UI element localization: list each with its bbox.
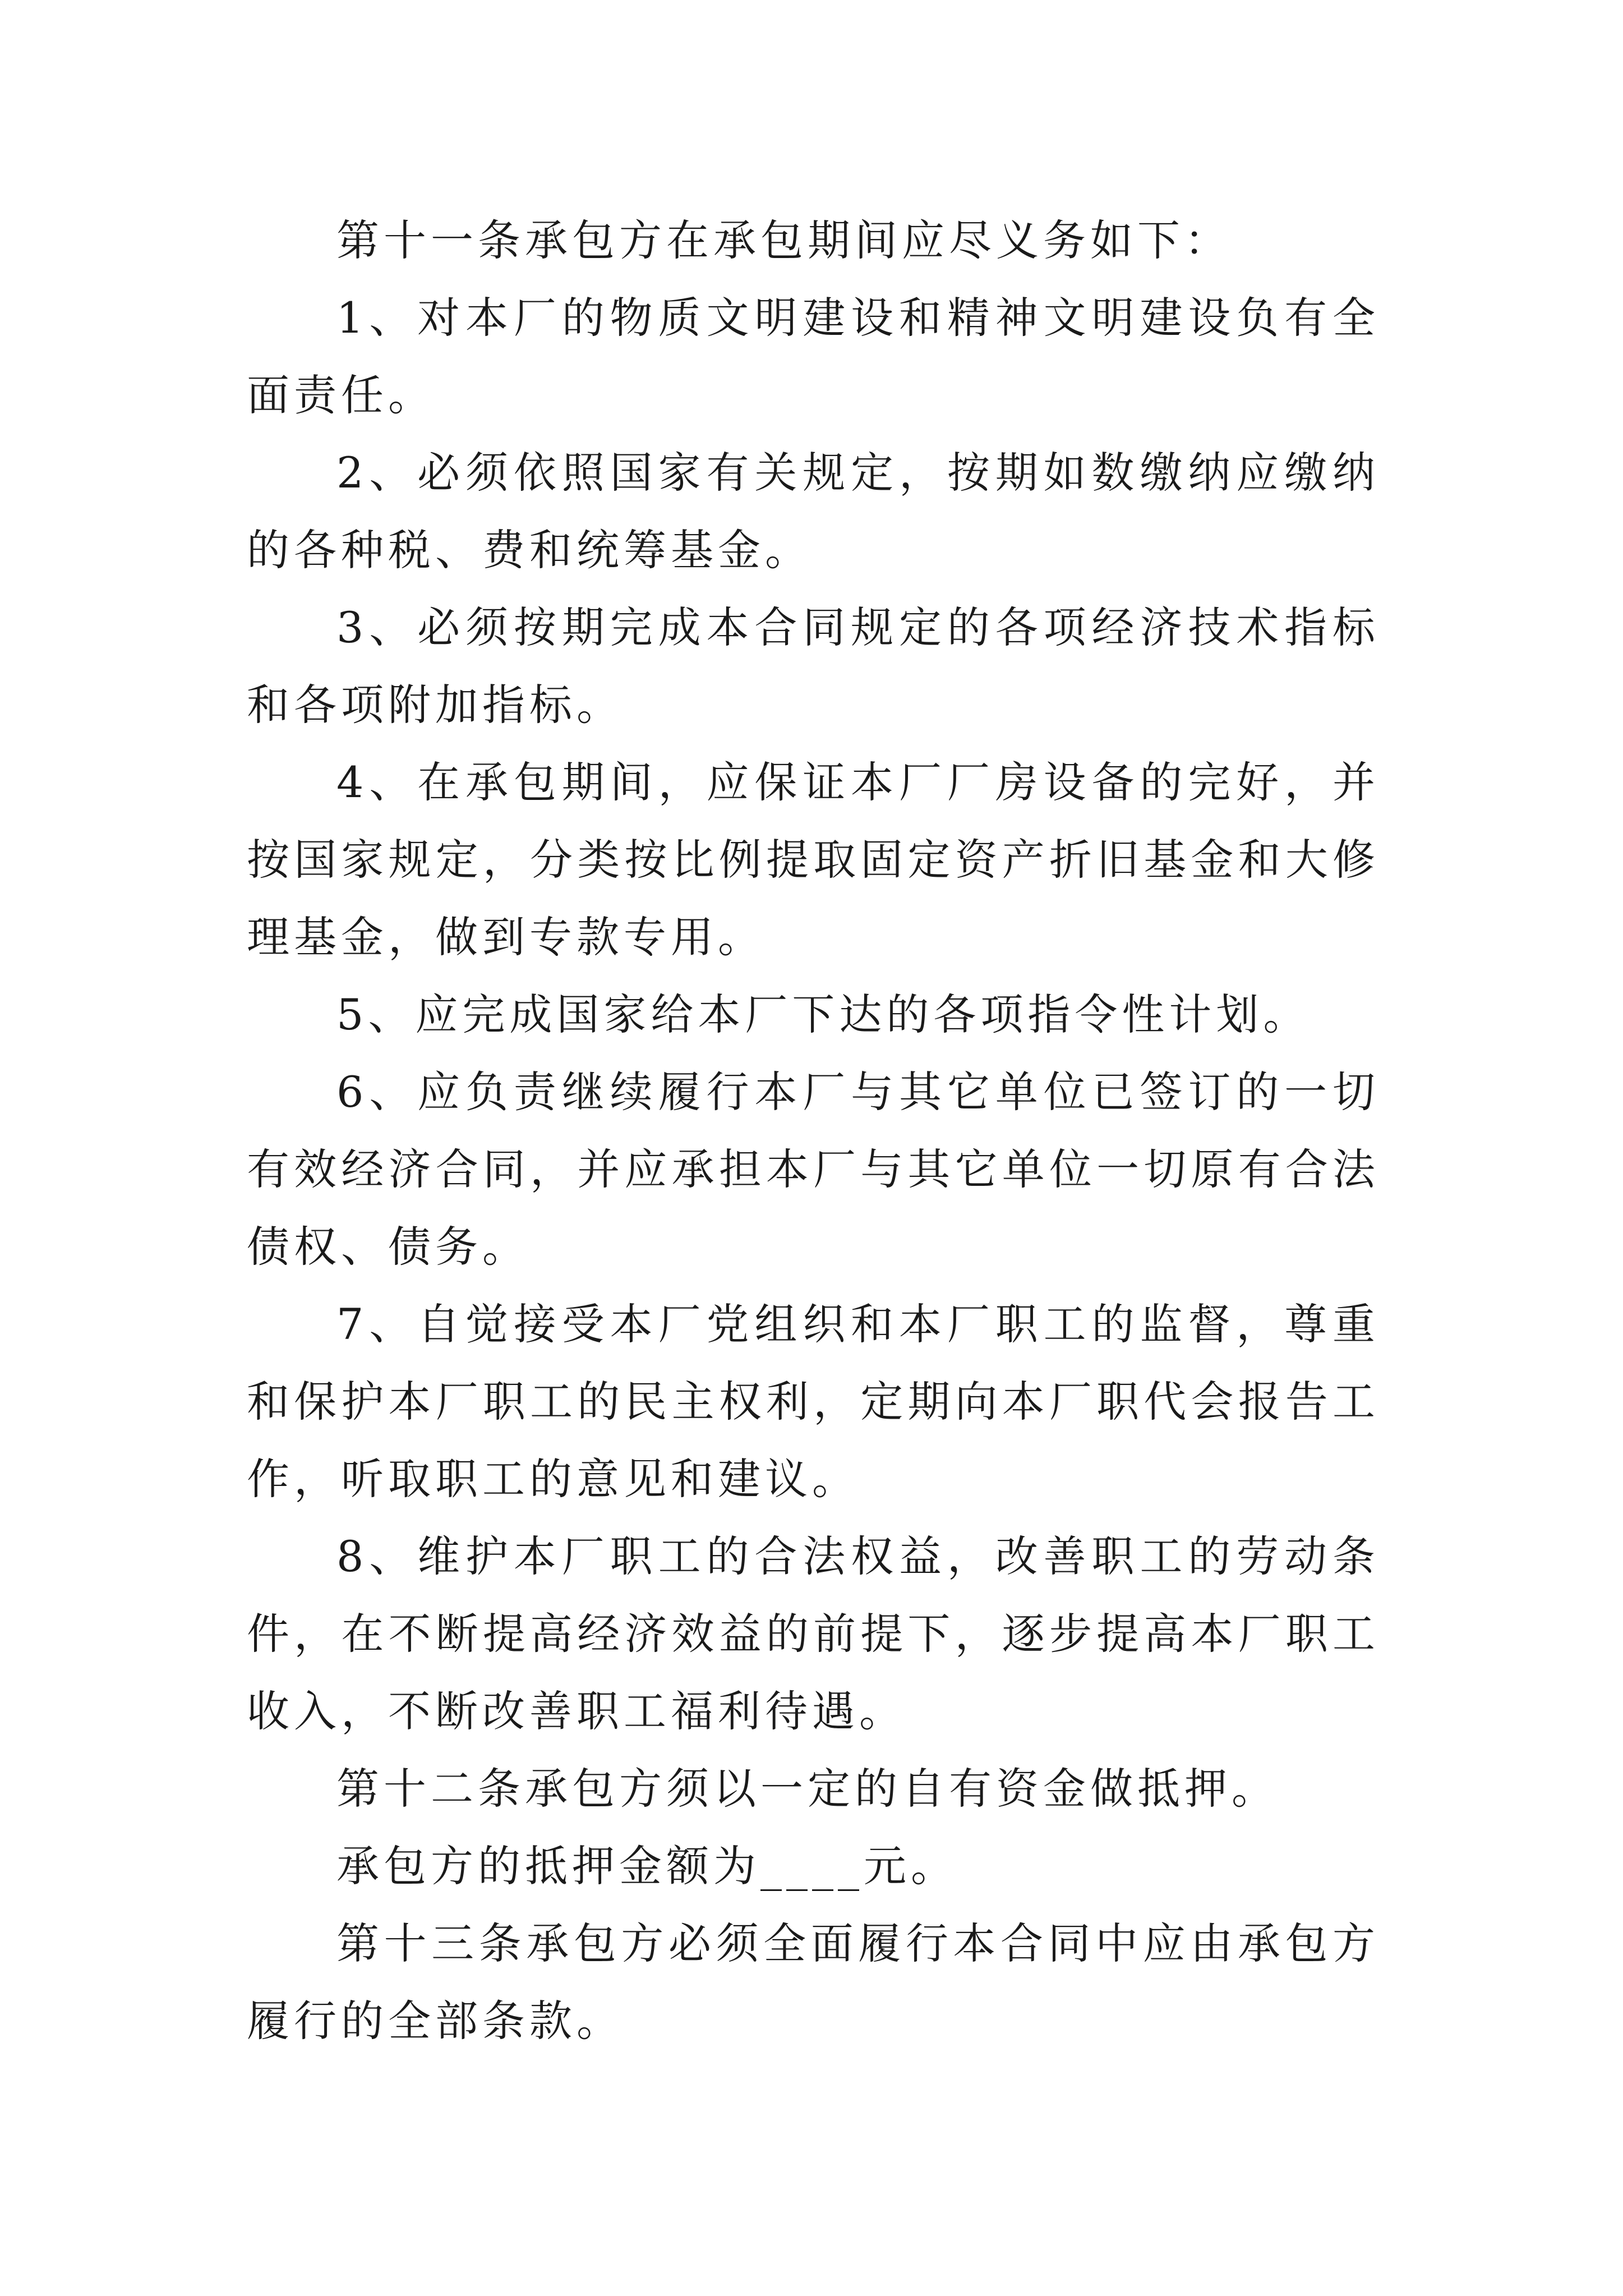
clause-11-item-7: 7、自觉接受本厂党组织和本厂职工的监督，尊重和保护本厂职工的民主权利，定期向本厂职代会报告工作，听取职工的意见和建议。 bbox=[247, 1299, 1380, 1504]
clause-11-item-2: 2、必须依照国家有关规定，按期如数缴纳应缴纳的各种税、费和统筹基金。 bbox=[247, 448, 1380, 575]
clause-13: 第十三条承包方必须全面履行本合同中应由承包方履行的全部条款。 bbox=[247, 1918, 1380, 2046]
clause-11-item-8: 8、维护本厂职工的合法权益，改善职工的劳动条件，在不断提高经济效益的前提下，逐步提高本厂职工收入，不断改善职工福利待遇。 bbox=[247, 1531, 1380, 1736]
clause-11-item-5: 5、应完成国家给本厂下达的各项指令性计划。 bbox=[336, 990, 1311, 1039]
clause-11-heading: 第十一条承包方在承包期间应尽义务如下： bbox=[336, 215, 1232, 265]
clause-11-item-1: 1、对本厂的物质文明建设和精神文明建设负有全面责任。 bbox=[247, 293, 1380, 420]
deposit-amount-line: 承包方的抵押金额为____元。 bbox=[336, 1841, 958, 1891]
clause-11-item-4: 4、在承包期间，应保证本厂厂房设备的完好，并按国家规定，分类按比例提取固定资产折旧基金和大修理基金，做到专款专用。 bbox=[247, 757, 1380, 962]
clause-11-item-6: 6、应负责继续履行本厂与其它单位已签订的一切有效经济合同，并应承担本厂与其它单位一切原有合法债权、债务。 bbox=[247, 1067, 1380, 1272]
clause-12-heading: 第十二条承包方须以一定的自有资金做抵押。 bbox=[336, 1764, 1279, 1814]
clause-11-item-3: 3、必须按期完成本合同规定的各项经济技术指标和各项附加指标。 bbox=[247, 602, 1380, 730]
document-body bbox=[247, 202, 1380, 2060]
